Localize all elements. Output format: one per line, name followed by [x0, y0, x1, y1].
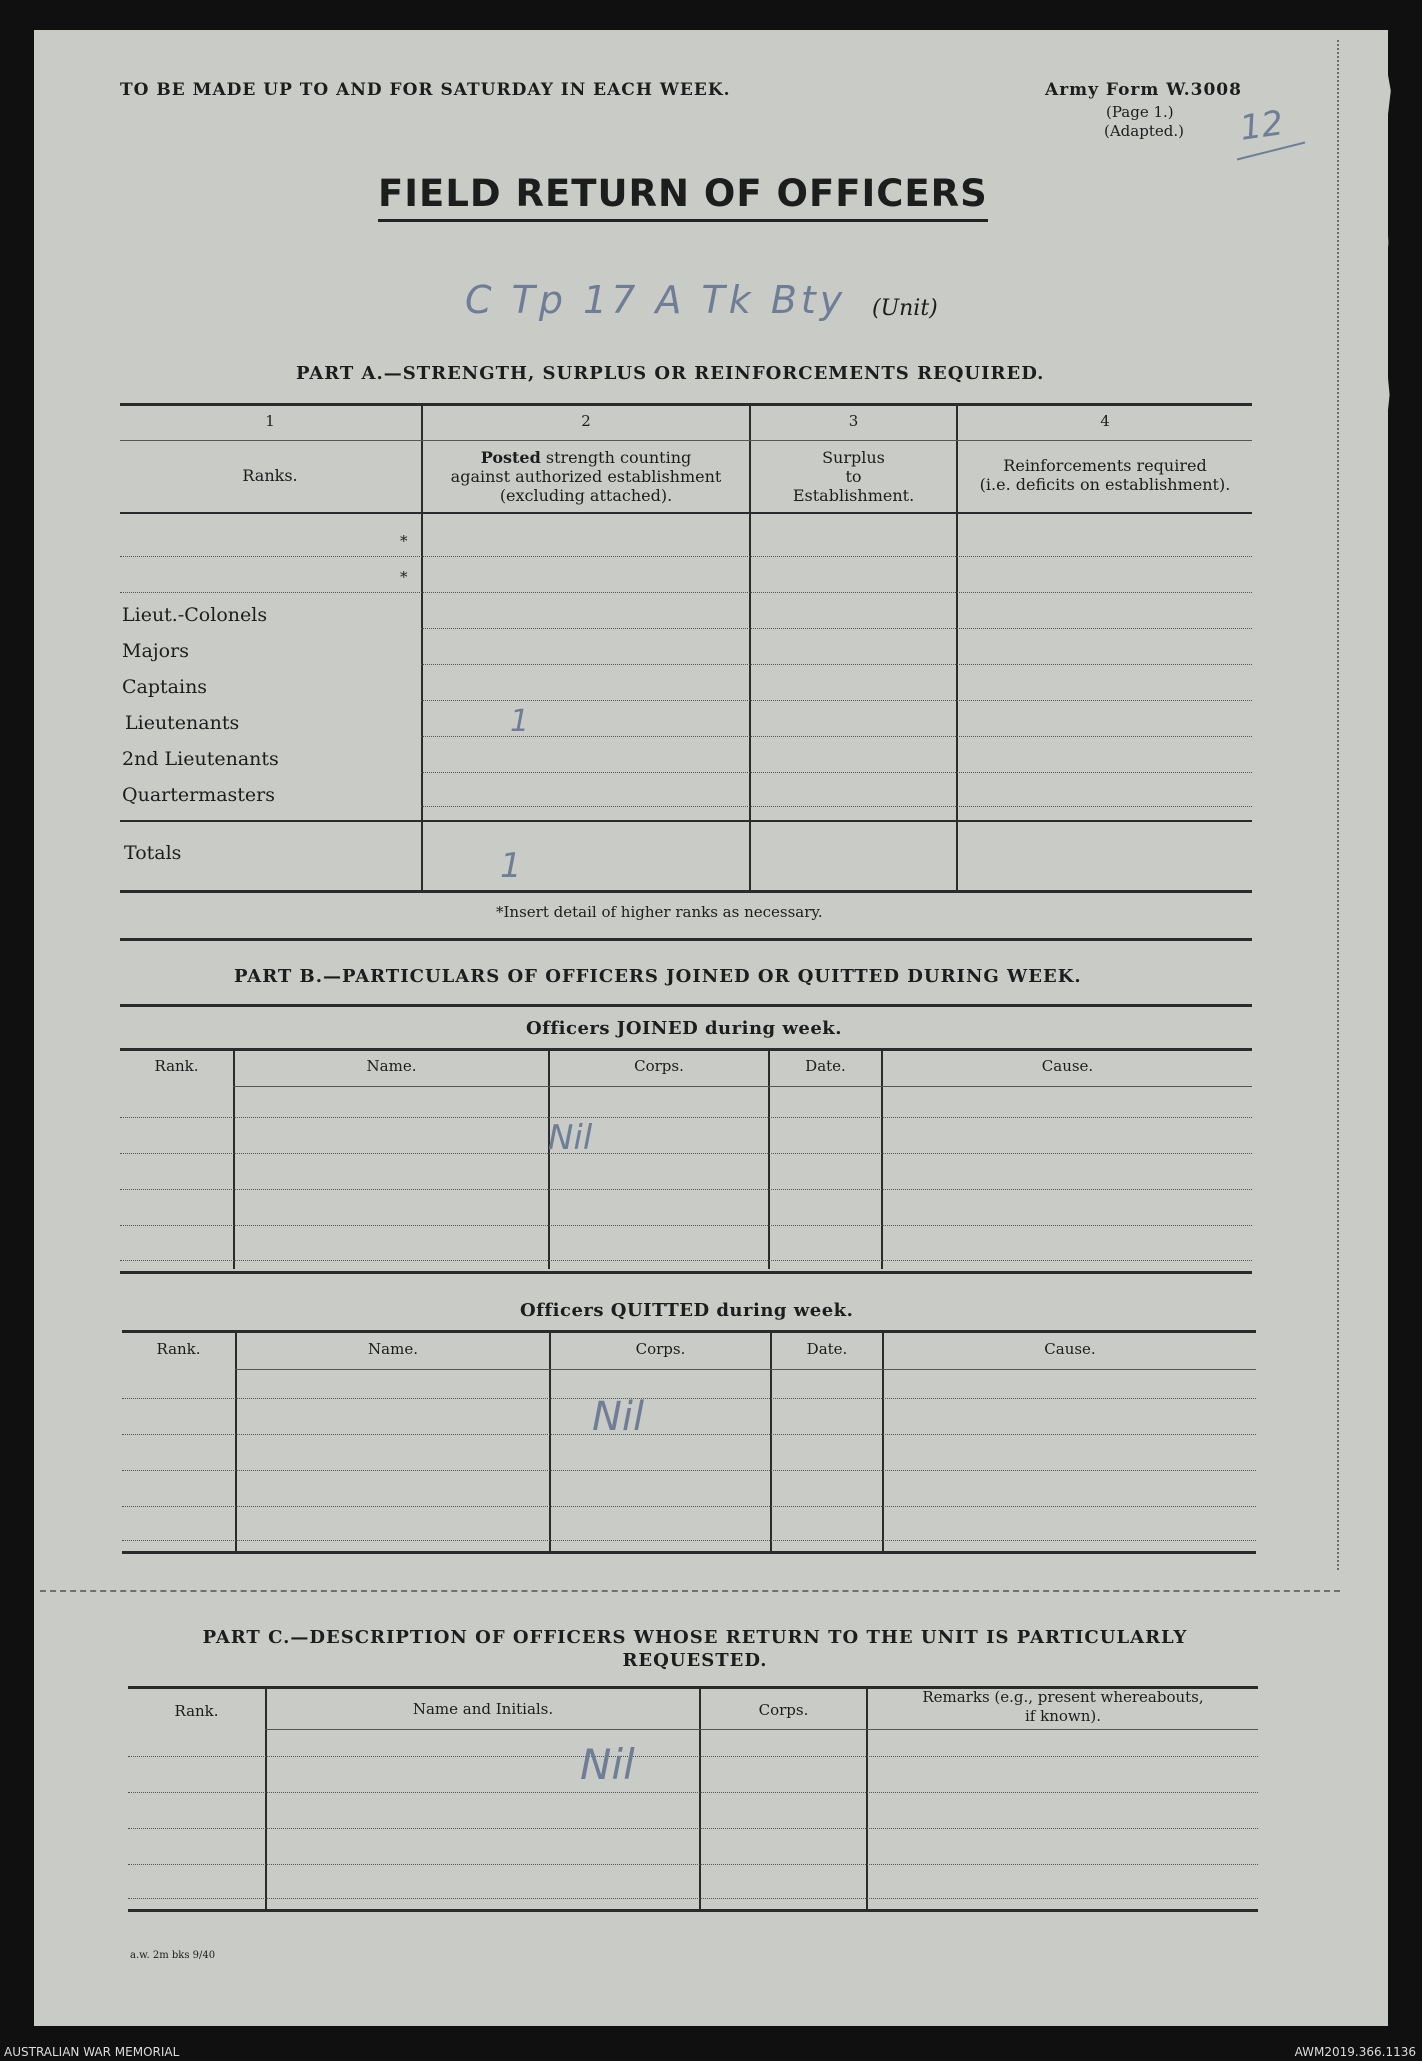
quitted-col-date: Date. — [806, 1340, 848, 1358]
joined-top-rule — [120, 1048, 1252, 1051]
part-c-heading — [120, 1626, 1270, 1672]
totals-label: Totals — [124, 842, 182, 864]
col-reinforcements-header — [958, 456, 1252, 494]
posted-rest: strength counting — [540, 448, 692, 467]
col-number-4: 4 — [1100, 412, 1110, 430]
surplus-line3: Establishment. — [792, 486, 915, 505]
part-c-header-rule — [265, 1729, 1258, 1730]
rank-quartermasters: Quartermasters — [122, 784, 275, 806]
part-c-heading-line2: REQUESTED. — [622, 1650, 768, 1671]
joined-title: Officers JOINED during week. — [526, 1018, 843, 1039]
joined-row-rule — [120, 1225, 1252, 1226]
posted-bold: Posted — [480, 448, 541, 467]
rank-2nd-lieutenants: 2nd Lieutenants — [122, 748, 279, 770]
joined-header-rule — [233, 1086, 1252, 1087]
joined-row-rule — [120, 1117, 1252, 1118]
row-rule — [421, 772, 1252, 773]
part-c-col-divider — [699, 1689, 701, 1909]
col-number-1: 1 — [265, 412, 275, 430]
rank-captains: Captains — [122, 676, 208, 698]
joined-row-rule — [120, 1260, 1252, 1261]
part-c-col-divider — [265, 1689, 267, 1909]
row-rule — [421, 628, 1252, 629]
page-label: (Page 1.) — [1106, 103, 1174, 121]
joined-col-cause: Cause. — [1041, 1057, 1094, 1075]
surplus-line1: Surplus — [822, 448, 885, 467]
joined-row-rule — [120, 1153, 1252, 1154]
quitted-col-divider — [549, 1333, 551, 1551]
quitted-col-divider — [882, 1333, 884, 1551]
surplus-line2: to — [845, 467, 862, 486]
part-c-col-remarks — [868, 1688, 1258, 1726]
part-c-row-rule — [128, 1756, 1258, 1757]
part-c-col-rank: Rank. — [174, 1702, 219, 1720]
print-code: a.w. 2m bks 9/40 — [130, 1950, 216, 1961]
reinf-line2: (i.e. deficits on establishment). — [979, 475, 1231, 494]
header-bottom-rule — [120, 512, 1252, 514]
quitted-col-name: Name. — [368, 1340, 418, 1358]
posted-line3: (excluding attached). — [499, 486, 673, 505]
quitted-row-rule — [122, 1506, 1256, 1507]
quitted-col-corps: Corps. — [635, 1340, 686, 1358]
row-rule — [421, 736, 1252, 737]
quitted-col-divider — [770, 1333, 772, 1551]
page-title: FIELD RETURN OF OFFICERS — [378, 172, 988, 222]
row-rule — [421, 806, 1252, 807]
joined-row-rule — [120, 1189, 1252, 1190]
joined-col-date: Date. — [805, 1057, 846, 1075]
col-surplus-header — [751, 448, 956, 505]
quitted-col-cause: Cause. — [1044, 1340, 1096, 1358]
star-marker: * — [400, 532, 408, 550]
quitted-row-rule — [122, 1398, 1256, 1399]
quitted-title: Officers QUITTED during week. — [520, 1300, 854, 1321]
quitted-top-rule — [122, 1330, 1256, 1333]
hw-totals-count: 1 — [500, 846, 522, 886]
col-number-rule — [120, 440, 1252, 441]
part-c-row-rule — [128, 1828, 1258, 1829]
adapted-label: (Adapted.) — [1104, 122, 1184, 140]
instruction-text: TO BE MADE UP TO AND FOR SATURDAY IN EACH WEEK. — [120, 80, 731, 100]
col-ranks-header: Ranks. — [242, 466, 298, 485]
col-number-3: 3 — [848, 412, 859, 430]
rank-lieut-colonels: Lieut.-Colonels — [122, 604, 268, 626]
footer-right: AWM2019.366.1136 — [1294, 2045, 1416, 2059]
row-rule — [120, 592, 1252, 593]
joined-bottom-rule — [120, 1271, 1252, 1274]
quitted-header-rule — [235, 1369, 1256, 1370]
part-a-top-rule — [120, 403, 1252, 406]
hw-part-c-nil: Nil — [580, 1740, 635, 1789]
quitted-bottom-rule — [122, 1551, 1256, 1554]
totals-top-rule — [120, 820, 1252, 822]
reinf-line1: Reinforcements required — [1003, 456, 1207, 475]
part-c-bottom-rule — [128, 1909, 1258, 1912]
joined-col-divider — [233, 1051, 235, 1269]
unit-hw-value: C Tp 17 A Tk Bty — [465, 278, 847, 322]
remarks-line1: Remarks (e.g., present whereabouts, — [922, 1688, 1204, 1706]
part-b-rule — [120, 1004, 1252, 1007]
hw-quitted-nil: Nil — [592, 1394, 645, 1440]
part-c-col-corps: Corps. — [758, 1701, 809, 1719]
form-number: Army Form W.3008 — [1045, 80, 1242, 100]
row-rule — [421, 664, 1252, 665]
quitted-col-rank: Rank. — [156, 1340, 201, 1358]
quitted-row-rule — [122, 1540, 1256, 1541]
star-marker: * — [400, 568, 408, 586]
row-rule — [421, 700, 1252, 701]
part-c-heading-line1: PART C.—DESCRIPTION OF OFFICERS WHOSE RETURN TO THE UNIT IS PARTICULARLY — [202, 1627, 1188, 1648]
remarks-line2: if known). — [1024, 1707, 1102, 1725]
joined-col-rank: Rank. — [154, 1057, 199, 1075]
row-rule — [120, 556, 1252, 557]
joined-col-corps: Corps. — [634, 1057, 684, 1075]
quitted-row-rule — [122, 1470, 1256, 1471]
part-c-row-rule — [128, 1864, 1258, 1865]
perforation-horizontal — [40, 1590, 1340, 1592]
part-b-heading: PART B.—PARTICULARS OF OFFICERS JOINED OR QUITTED DURING WEEK. — [234, 966, 1082, 987]
part-b-top-rule — [120, 938, 1252, 941]
quitted-row-rule — [122, 1434, 1256, 1435]
part-c-row-rule — [128, 1792, 1258, 1793]
footer-left: AUSTRALIAN WAR MEMORIAL — [4, 2045, 180, 2059]
perforation-vertical — [1337, 40, 1339, 1570]
part-a-note: *Insert detail of higher ranks as necessary. — [496, 903, 823, 921]
rank-lieutenants: Lieutenants — [125, 712, 240, 734]
part-c-row-rule — [128, 1898, 1258, 1899]
joined-col-divider — [548, 1051, 550, 1269]
hw-page-number: 12 — [1237, 103, 1286, 149]
part-c-col-name: Name and Initials. — [412, 1700, 554, 1718]
rank-majors: Majors — [122, 640, 189, 662]
unit-label: (Unit) — [872, 296, 938, 321]
quitted-col-divider — [235, 1333, 237, 1551]
joined-col-divider — [881, 1051, 883, 1269]
posted-line2: against authorized establishment — [450, 467, 722, 486]
part-a-bottom-rule — [120, 890, 1252, 893]
torn-edge — [1338, 30, 1398, 790]
col-number-2: 2 — [581, 412, 591, 430]
joined-col-name: Name. — [366, 1057, 417, 1075]
hw-joined-nil: Nil — [548, 1118, 593, 1158]
joined-col-divider — [768, 1051, 770, 1269]
col-posted-header — [423, 448, 749, 505]
part-a-heading: PART A.—STRENGTH, SURPLUS OR REINFORCEMENTS REQUIRED. — [296, 363, 1045, 384]
hw-lieutenants-count: 1 — [510, 704, 530, 739]
